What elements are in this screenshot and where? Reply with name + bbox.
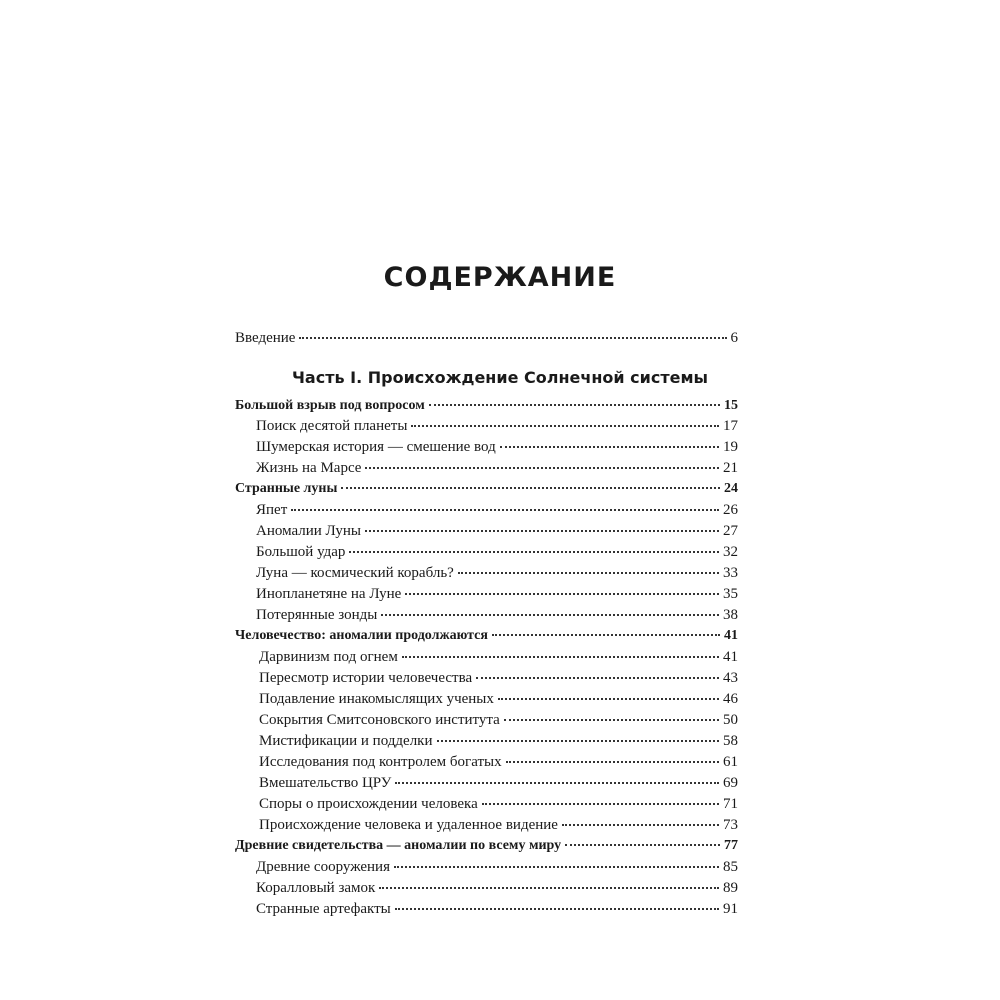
toc-entry-page: 46 [723,691,738,707]
toc-entry-page: 17 [723,418,738,434]
leader-dots [395,898,719,910]
toc-entry [259,689,738,709]
toc-entry-label: Исследования под контролем богатых [259,754,502,770]
leader-dots [402,646,719,658]
toc-entry-page: 50 [723,712,738,728]
leader-dots [500,436,719,448]
toc-entry [256,437,738,457]
toc-entry-page: 24 [724,481,738,496]
toc-entry-label: Странные луны [235,481,338,496]
toc-entry-page: 38 [723,607,738,623]
toc-entry [256,584,738,604]
toc-entry-page: 32 [723,544,738,560]
toc-entry-page: 33 [723,565,738,581]
toc-entry-label: Происхождение человека и удаленное видение [259,817,558,833]
toc-entry-page: 27 [723,523,738,539]
toc-entry [256,521,738,541]
toc-entry [259,794,738,814]
toc-entry-label: Мистификации и подделки [259,733,433,749]
toc-entry-label: Поиск десятой планеты [256,418,408,434]
leader-dots [482,793,719,805]
toc-entry-label: Споры о происхождении человека [259,796,478,812]
toc-entry [256,416,738,436]
toc-entry-label: Аномалии Луны [256,523,361,539]
toc-entry-label: Япет [256,502,288,518]
toc-entry [256,605,738,625]
toc-entry-label: Большой удар [256,544,346,560]
leader-dots [379,877,719,889]
leader-dots [429,394,720,406]
toc-entry-label: Инопланетяне на Луне [256,586,402,602]
leader-dots [381,604,719,616]
toc-entry-label: Большой взрыв под вопросом [235,398,425,413]
toc-entry-label: Древние сооружения [256,859,390,875]
toc-entry-page: 91 [723,901,738,917]
leader-dots [476,667,719,679]
toc-entry-page: 6 [730,330,738,346]
leader-dots [395,772,719,784]
toc-entry-page: 61 [723,754,738,770]
toc-entry [256,458,738,478]
toc-entry-label: Коралловый замок [256,880,376,896]
leader-dots [405,583,719,595]
toc-chapter [235,626,738,646]
toc-entry-label: Странные артефакты [256,901,391,917]
leader-dots [365,457,719,469]
toc-chapter [235,396,738,416]
toc-entry-page: 71 [723,796,738,812]
leader-dots [299,327,726,339]
toc-entry-label: Человечество: аномалии продолжаются [235,628,488,643]
toc-entry-label: Сокрытия Смитсоновского института [259,712,500,728]
leader-dots [394,856,719,868]
toc-entry-label: Потерянные зонды [256,607,378,623]
toc-entry-label: Введение [235,330,296,346]
toc-entry-page: 26 [723,502,738,518]
toc-entry [259,731,738,751]
toc-entry-label: Дарвинизм под огнем [259,649,398,665]
toc-entry [235,328,738,348]
toc-entry [256,899,738,919]
toc-entry-page: 43 [723,670,738,686]
page-title: СОДЕРЖАНИЕ [383,262,617,293]
toc-entry-label: Пересмотр истории человечества [259,670,473,686]
toc-entry-page: 21 [723,460,738,476]
toc-entry-page: 35 [723,586,738,602]
toc-entry-label: Вмешательство ЦРУ [259,775,392,791]
leader-dots [458,562,719,574]
toc-entry-label: Шумерская история — смешение вод [256,439,496,455]
toc-entry-label: Жизнь на Марсе [256,460,362,476]
toc-entry-page: 19 [723,439,738,455]
leader-dots [498,688,719,700]
leader-dots [437,730,720,742]
toc-chapter [235,836,738,856]
toc-entry [256,878,738,898]
toc-chapter [235,479,738,499]
toc-entry-page: 77 [724,838,738,853]
toc-entry [256,500,738,520]
toc-entry-page: 15 [724,398,738,413]
leader-dots [291,499,719,511]
toc-entry-label: Древние свидетельства — аномалии по всему миру [235,838,562,853]
leader-dots [506,751,719,763]
toc-entry-page: 69 [723,775,738,791]
leader-dots [341,477,720,489]
toc-entry [259,668,738,688]
toc-entry [256,563,738,583]
toc-entry-page: 89 [723,880,738,896]
part-heading: Часть I. Происхождение Солнечной системы [291,368,709,387]
leader-dots [504,709,719,721]
toc-entry-label: Луна — космический корабль? [256,565,454,581]
toc-entry [259,752,738,772]
leader-dots [562,814,719,826]
toc-entry-label: Подавление инакомыслящих ученых [259,691,494,707]
toc-entry-page: 73 [723,817,738,833]
toc-entry-page: 41 [723,649,738,665]
toc-entry [259,710,738,730]
leader-dots [365,520,719,532]
toc-entry-page: 58 [723,733,738,749]
toc-entry [259,647,738,667]
toc-entry [259,773,738,793]
leader-dots [349,541,719,553]
toc-entry-page: 85 [723,859,738,875]
toc-entry [256,857,738,877]
leader-dots [565,834,720,846]
leader-dots [492,624,720,636]
toc-entry [259,815,738,835]
toc-entry-page: 41 [724,628,738,643]
leader-dots [411,415,719,427]
toc-entry [256,542,738,562]
